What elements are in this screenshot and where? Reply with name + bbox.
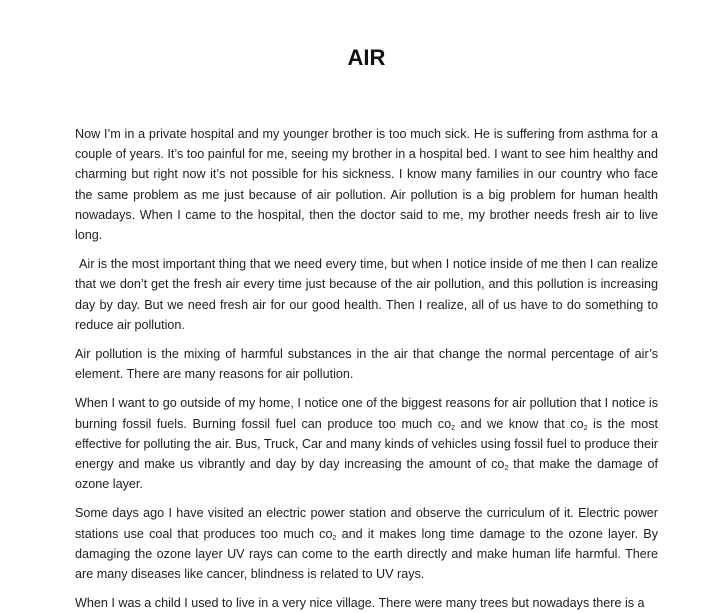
paragraph-text: Air pollution is the mixing of harmful substances in the air that change the normal percentage of air’s element. There are many reasons for air pollution. bbox=[75, 347, 658, 382]
paragraph-text: and we know that co bbox=[455, 416, 584, 431]
paragraph-5 bbox=[75, 503, 658, 584]
paragraph-2 bbox=[75, 254, 658, 335]
paragraph-text: Now I’m in a private hospital and my younger brother is too much sick. He is suffering from asthma for a couple of years. It’s too painful for me, seeing my brother in a hospital bed. I want to see him healthy and charming but right now it’s not possible for his sickness. I know many families in our country who face the same problem as me just because of air pollution. Air pollution is a big problem for human health nowadays. When I came to the hospital, then the doctor said to me, my brother needs fresh air to live long. bbox=[75, 127, 658, 243]
paragraph-text: When I want to go outside of my home, I notice one of the biggest reasons for air pollution that I notice is burning fossil fuels. Burning fossil fuel can produce too much co bbox=[75, 396, 658, 431]
paragraph-text: Air is the most important thing that we need every time, but when I notice inside of me then I can realize that we don’t get the fresh air every time just because of the air pollution, and this pollution is increasing day by day. But we need fresh air for our good health. Then I realize, all of us have to do something to reduce air pollution. bbox=[75, 257, 658, 332]
subscript: 2 bbox=[451, 424, 456, 432]
subscript: 2 bbox=[332, 534, 337, 542]
paragraph-text: When I was a child I used to live in a very nice village. There were many trees but nowadays there is a bbox=[75, 596, 645, 611]
paragraph-text: Some days ago I have visited an electric power station and observe the curriculum of it. Electric power stations use coal that produces too much co bbox=[75, 506, 658, 541]
subscript: 2 bbox=[504, 465, 509, 473]
paragraph-4 bbox=[75, 393, 658, 494]
paragraph-3 bbox=[75, 344, 658, 384]
document-title: AIR bbox=[347, 45, 386, 70]
subscript: 2 bbox=[583, 424, 588, 432]
paragraph-1 bbox=[75, 124, 658, 245]
paragraph-6 bbox=[75, 593, 658, 613]
paragraph-text: that make the damage of ozone layer. bbox=[75, 457, 659, 492]
paragraph-text: is the most effective for polluting the air. Bus, Truck, Car and many kinds of vehicles using fossil fuel to produce their energy and make us vibrantly and day by day increasing the amount of co bbox=[75, 416, 659, 472]
paragraph-text: and it makes long time damage to the ozone layer. By damaging the ozone layer UV rays can come to the earth directly and make human life harmful. There are many diseases like cancer, blindness is related to UV rays. bbox=[75, 526, 658, 582]
